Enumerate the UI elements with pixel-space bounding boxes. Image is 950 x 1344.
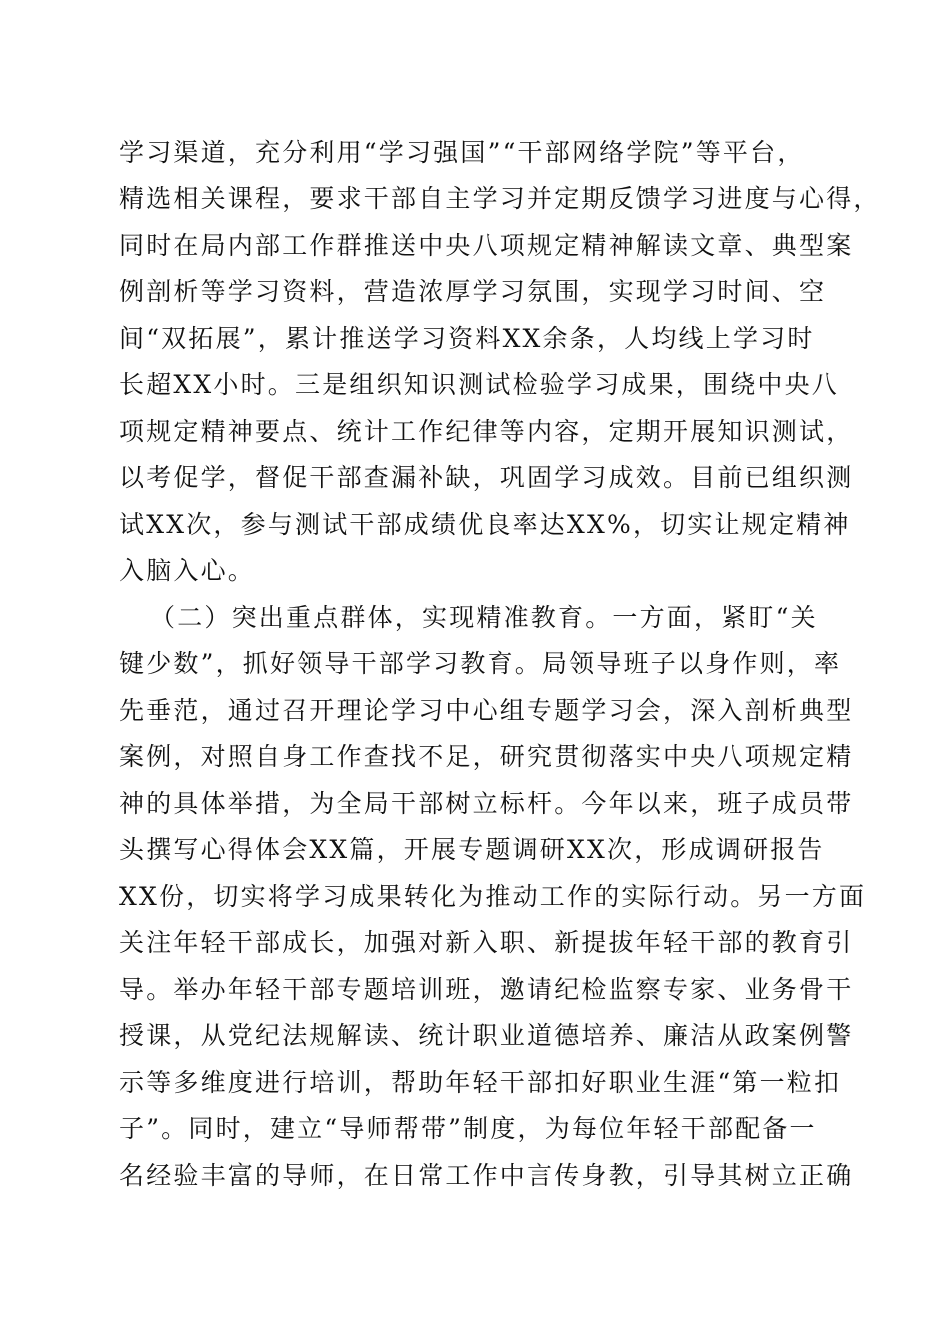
paragraph-2-line-1: （二）突出重点群体，实现精准教育。一方面，紧盯“关	[150, 603, 818, 632]
paragraph-1-line-6: 长超XX小时。三是组织知识测试检验学习成果，围绕中央八	[119, 370, 839, 399]
paragraph-2-line-4: 案例，对照自身工作查找不足，研究贯彻落实中央八项规定精	[119, 742, 854, 771]
paragraph-2-line-6: 头撰写心得体会XX篇，开展专题调研XX次，形成调研报告	[119, 835, 825, 864]
paragraph-1-line-7: 项规定精神要点、统计工作纪律等内容，定期开展知识测试，	[119, 417, 854, 446]
paragraph-2-line-3: 先垂范，通过召开理论学习中心组专题学习会，深入剖析典型	[119, 696, 854, 725]
paragraph-2-line-5: 神的具体举措，为全局干部树立标杆。今年以来，班子成员带	[119, 789, 854, 818]
paragraph-1-line-3: 同时在局内部工作群推送中央八项规定精神解读文章、典型案	[119, 231, 854, 260]
paragraph-1-line-5: 间“双拓展”，累计推送学习资料XX余条，人均线上学习时	[119, 324, 815, 353]
paragraph-1-line-2: 精选相关课程，要求干部自主学习并定期反馈学习进度与心得，	[119, 184, 881, 213]
paragraph-1-line-9: 试XX次，参与测试干部成绩优良率达XX%，切实让规定精神	[119, 510, 851, 539]
paragraph-2-line-10: 授课，从党纪法规解读、统计职业道德培养、廉洁从政案例警	[119, 1021, 854, 1050]
paragraph-2-line-9: 导。举办年轻干部专题培训班，邀请纪检监察专家、业务骨干	[119, 975, 854, 1004]
paragraph-2-line-13: 名经验丰富的导师，在日常工作中言传身教，引导其树立正确	[119, 1161, 854, 1190]
paragraph-2-line-7: XX份，切实将学习成果转化为推动工作的实际行动。另一方面	[119, 882, 867, 911]
paragraph-1-line-1: 学习渠道，充分利用“学习强国”“干部网络学院”等平台，	[119, 138, 805, 167]
paragraph-2-line-12: 子”。同时，建立“导师帮带”制度，为每位年轻干部配备一	[119, 1114, 817, 1143]
paragraph-2-line-2: 键少数”，抓好领导干部学习教育。局领导班子以身作则，率	[119, 649, 842, 678]
paragraph-1-line-4: 例剖析等学习资料，营造浓厚学习氛围，实现学习时间、空	[119, 277, 827, 306]
paragraph-1-line-8: 以考促学，督促干部查漏补缺，巩固学习成效。目前已组织测	[119, 463, 854, 492]
paragraph-2-line-11: 示等多维度进行培训，帮助年轻干部扣好职业生涯“第一粒扣	[119, 1068, 842, 1097]
paragraph-1-line-10: 入脑入心。	[119, 556, 256, 585]
paragraph-2-line-8: 关注年轻干部成长，加强对新入职、新提拔年轻干部的教育引	[119, 928, 854, 957]
